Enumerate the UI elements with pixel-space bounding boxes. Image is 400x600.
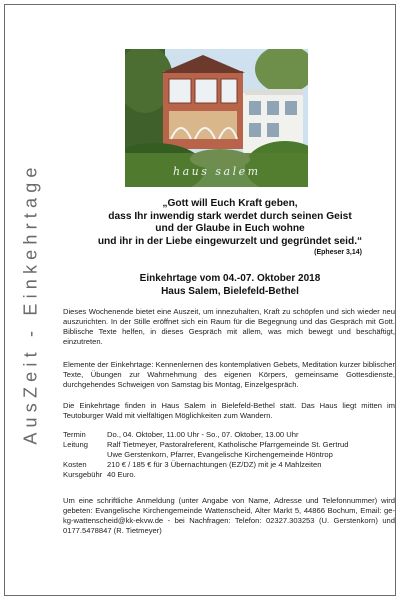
quote-line: und ihr in der Liebe eingewurzelt und gegründet seid.“ xyxy=(97,235,363,247)
detail-row xyxy=(63,460,395,470)
quote-reference: (Epheser 3,14) xyxy=(314,249,362,256)
venue-paragraph: Die Einkehrtage finden in Haus Salem in Bielefeld-Bethel statt. Das Haus liegt mitten im Teutoburger Wald mit vielfältigen Möglichkeiten zum Wandern. xyxy=(63,401,395,420)
quote-line: dass Ihr inwendig stark werdet durch seinen Geist xyxy=(108,210,352,222)
detail-row xyxy=(63,450,395,460)
detail-value: Uwe Gerstenkorn, Pfarrer, Evangelische Kirchengemeinde Höntrop xyxy=(107,450,333,459)
flyer-page xyxy=(4,4,396,596)
photo-caption: haus salem xyxy=(173,165,261,178)
detail-label xyxy=(63,450,107,460)
detail-value: 40 Euro. xyxy=(107,470,136,479)
vertical-side-title xyxy=(11,13,51,593)
quote-line: und der Glaube in Euch wohne xyxy=(155,223,305,234)
detail-row xyxy=(63,440,395,450)
detail-label: Termin xyxy=(63,430,86,439)
event-title: Einkehrtage vom 04.-07. Oktober 2018 xyxy=(139,273,321,284)
registration-paragraph: Um eine schriftliche Anmeldung (unter Angabe von Name, Adresse und Telefonnummer) wird gebeten: Evangelische Kirchengemeinde Wattenscheid, Alter Markt 5, 44866 Bochum, Email: ge-kg-wattenscheid@kk-ekvw.de - bei Nachfragen: Telefon: 02327.303253 (U. Gerstenkorn) und 0177.5478847 (R. Tietmeyer) xyxy=(63,496,395,535)
detail-row xyxy=(63,470,395,480)
detail-value: 210 € / 185 € für 3 Übernachtungen (EZ/DZ) mit je 4 Mahlzeiten xyxy=(107,460,322,469)
bible-quote xyxy=(65,198,395,248)
detail-label: Leitung xyxy=(63,440,88,449)
event-details xyxy=(63,430,395,480)
side-title-text: AusZeit - Einkehrtage xyxy=(20,161,41,445)
event-location: Haus Salem, Bielefeld-Bethel xyxy=(161,286,299,297)
event-heading xyxy=(65,272,395,298)
detail-label: Kosten xyxy=(63,460,87,469)
detail-row xyxy=(63,430,395,440)
quote-line: „Gott will Euch Kraft geben, xyxy=(162,198,298,209)
intro-paragraph: Dieses Wochenende bietet eine Auszeit, um innezuhalten, Kraft zu schöpfen und sich wieder neu auszurichten. In der Stille eröffnet sich ein Raum für die Begegnung und das Gespräch mit Gott. Biblische Texte helfen, in dieses Gespräch mit allem, was mich bewegt und beschäftigt, einzutreten. xyxy=(63,307,395,346)
detail-value: Ralf Tietmeyer, Pastoralreferent, Katholische Pfarrgemeinde St. Gertrud xyxy=(107,440,349,449)
house-photo xyxy=(125,49,308,187)
detail-label: Kursgebühr xyxy=(63,470,103,479)
elements-paragraph: Elemente der Einkehrtage: Kennenlernen des kontemplativen Gebets, Meditation kurzer biblischer Texte, Übungen zur Wahrnehmung des eigenen Körpers, gemeinsame Gottesdienste, durchgehendes Schweigen von Samstag bis Montag, Einzelgespräch. xyxy=(63,360,395,389)
detail-value: Do., 04. Oktober, 11.00 Uhr - So., 07. Oktober, 13.00 Uhr xyxy=(107,430,299,439)
